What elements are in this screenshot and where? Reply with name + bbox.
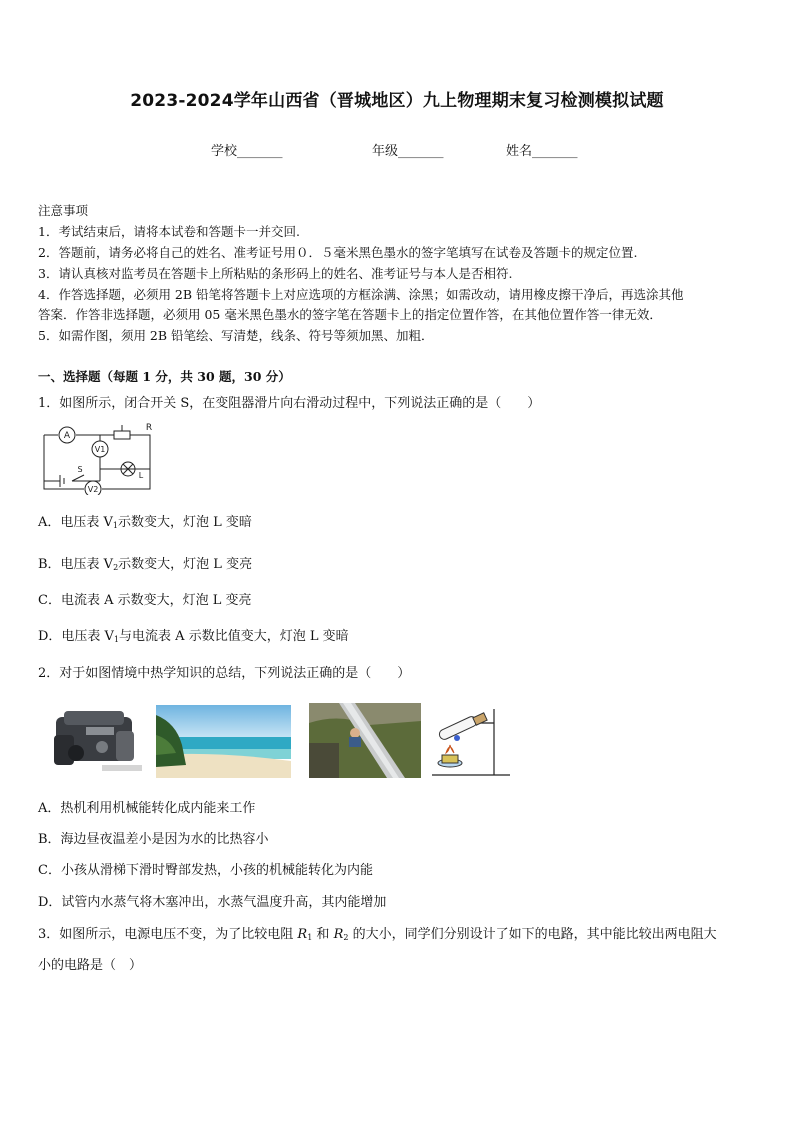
question-3-stem [38, 926, 717, 947]
q2-option-b[interactable]: B．海边昼夜温差小是因为水的比热容小 [38, 832, 269, 847]
page-title: 2023-2024学年山西省（晋城地区）九上物理期末复习检测模拟试题 [130, 91, 664, 111]
q1-a-post: 示数变大，灯泡 L 变暗 [118, 515, 252, 530]
v2-label: V2 [87, 485, 99, 494]
q1-option-c[interactable]: C．电流表 A 示数变大，灯泡 L 变亮 [38, 593, 252, 608]
lamp-label: L [138, 471, 144, 480]
question-3-line2: 小的电路是（ ） [38, 958, 143, 973]
v1-label: V1 [94, 445, 106, 454]
q3-mid: 和 [312, 927, 334, 942]
q2-option-c[interactable]: C．小孩从滑梯下滑时臀部发热，小孩的机械能转化为内能 [38, 863, 373, 878]
test-tube-image [424, 705, 514, 780]
rheostat-label: R [145, 423, 153, 433]
q1-d-post: 与电流表 A 示数比值变大，灯泡 L 变暗 [119, 629, 349, 644]
q3-pre: 3．如图所示，电源电压不变，为了比较电阻 [38, 927, 298, 942]
q3-r1: R [297, 927, 308, 942]
q1-option-d[interactable] [38, 628, 349, 649]
grade-field[interactable]: 年级_______ [372, 144, 444, 159]
notice-item: 4．作答选择题，必须用 2B 铅笔将答题卡上对应选项的方框涂满、涂黑；如需改动，请用橡皮擦干净后，再选涂其他 [38, 287, 684, 302]
switch-label: S [77, 465, 83, 474]
section-heading: 一、选择题（每题 1 分，共 30 题，30 分） [38, 369, 291, 384]
q1-a-sub: 1 [112, 521, 119, 530]
circuit-diagram-1 [40, 423, 160, 495]
notice-item: 1．考试结束后，请将本试卷和答题卡一并交回. [38, 224, 300, 239]
notice-item: 3．请认真核对监考员在答题卡上所粘贴的条形码上的姓名、准考证号与本人是否相符. [38, 266, 513, 281]
q2-option-d[interactable]: D．试管内水蒸气将木塞冲出，水蒸气温度升高，其内能增加 [38, 895, 387, 910]
q1-d-sub: 1 [113, 635, 120, 644]
name-field[interactable]: 姓名_______ [506, 144, 578, 159]
q1-a-pre: A．电压表 V [38, 515, 113, 530]
notice-item: 答案．作答非选择题，必须用 05 毫米黑色墨水的签字笔在答题卡上的指定位置作答，在其他位置作答一律无效． [38, 307, 662, 322]
notice-item: 5．如需作图，须用 2B 铅笔绘、写清楚，线条、符号等须加黑、加粗． [38, 328, 434, 343]
q1-b-pre: B．电压表 V [38, 557, 114, 572]
slide-image [309, 703, 421, 778]
q2-option-a[interactable]: A．热机利用机械能转化成内能来工作 [38, 801, 256, 816]
q1-option-b[interactable] [38, 556, 252, 577]
q3-r2-sub: 2 [343, 933, 349, 942]
beach-image [156, 705, 291, 778]
q1-option-a[interactable] [38, 514, 252, 535]
q3-post: 的大小，同学们分别设计了如下的电路，其中能比较出两电阻大 [348, 927, 717, 942]
q1-b-sub: 2 [113, 563, 119, 572]
engine-image [46, 705, 144, 778]
notice-heading: 注意事项 [38, 203, 89, 218]
question-2-stem: 2．对于如图情境中热学知识的总结，下列说法正确的是（ ） [38, 666, 411, 681]
notice-item: 2．答题前，请务必将自己的姓名、准考证号用０．５毫米黑色墨水的签字笔填写在试卷及答题卡的规定位置. [38, 245, 638, 260]
ammeter-label: A [63, 431, 71, 441]
q1-b-post: 示数变大，灯泡 L 变亮 [118, 557, 253, 572]
q1-d-pre: D．电压表 V [38, 629, 114, 644]
question-1-stem: 1．如图所示，闭合开关 S，在变阻器滑片向右滑动过程中，下列说法正确的是（ ） [38, 396, 541, 411]
q3-r2: R [333, 927, 344, 942]
q3-r1-sub: 1 [307, 933, 313, 942]
school-field[interactable]: 学校_______ [211, 144, 283, 159]
